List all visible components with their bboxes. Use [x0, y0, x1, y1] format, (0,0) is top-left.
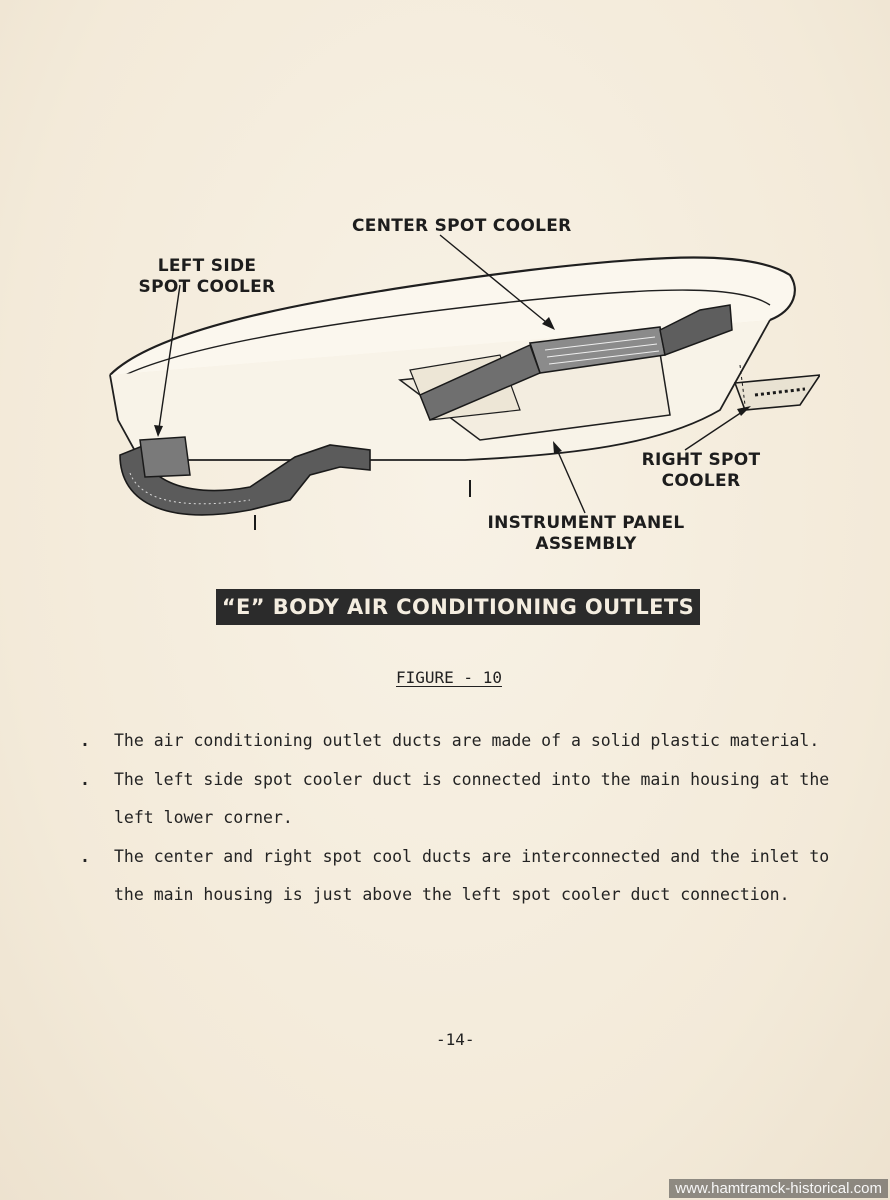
label-instrument-panel-assembly: INSTRUMENT PANEL ASSEMBLY	[487, 513, 685, 554]
bullet-text: The air conditioning outlet ducts are made of a solid plastic material.	[114, 731, 820, 750]
figure-banner: “E” BODY AIR CONDITIONING OUTLETS	[216, 589, 700, 625]
page-number: -14-	[436, 1030, 475, 1049]
bullet-item	[78, 838, 868, 915]
bullet-dot: .	[80, 846, 90, 866]
bullet-text: The left side spot cooler duct is connected into the main housing at the left lower corner.	[114, 769, 830, 827]
label-center-spot-cooler: CENTER SPOT COOLER	[352, 216, 572, 236]
bullet-list	[78, 722, 868, 915]
left-spot-cooler-shape	[140, 437, 190, 477]
watermark: www.hamtramck-historical.com	[669, 1179, 888, 1198]
label-left-side-spot-cooler-text: LEFT SIDE SPOT COOLER	[138, 256, 276, 297]
bullet-item	[78, 722, 868, 761]
arrow-instrument-panel	[555, 445, 585, 513]
label-left-side-spot-cooler	[136, 256, 278, 298]
bullet-dot: .	[80, 769, 90, 789]
figure-caption: FIGURE - 10	[396, 668, 502, 687]
bullet-item	[78, 761, 868, 838]
bullet-dot: .	[80, 731, 90, 750]
label-right-spot-cooler: RIGHT SPOT COOLER	[641, 450, 761, 491]
right-spot-cooler-shape	[735, 375, 820, 410]
bullet-text: The center and right spot cool ducts are interconnected and the inlet to the main housing is just above the left spot cooler duct connection.	[114, 846, 830, 904]
